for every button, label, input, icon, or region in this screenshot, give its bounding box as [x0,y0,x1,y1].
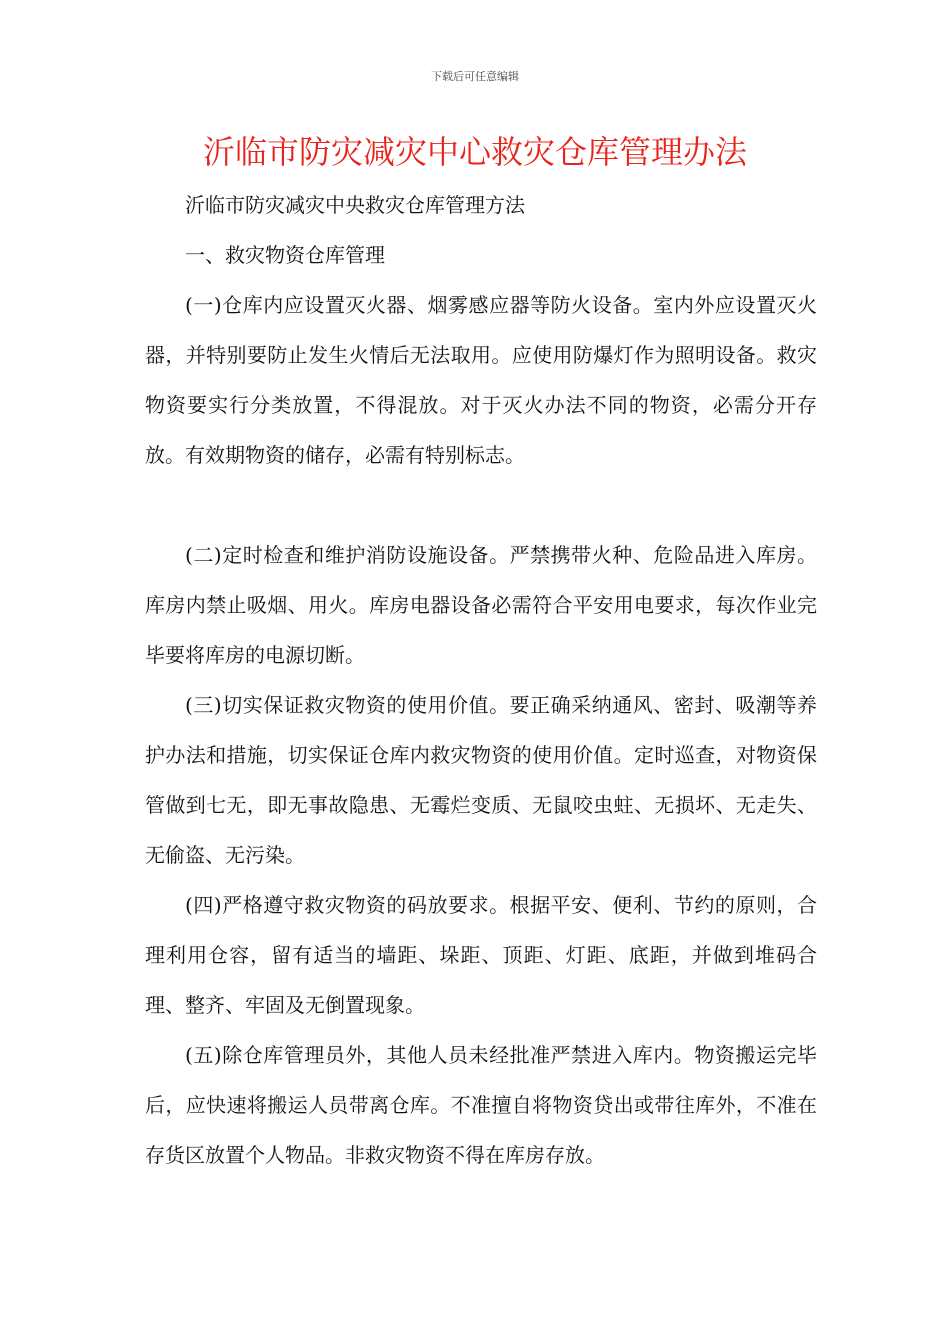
subtitle-paragraph: 沂临市防灾减灾中央救灾仓库管理方法 [185,193,525,217]
body-paragraph-4: (四)严格遵守救灾物资的码放要求。根据平安、便利、节约的原则，合理利用仓容，留有适当的墙距、垛距、顶距、灯距、底距，并做到堆码合理、整齐、牢固及无倒置现象。 [145,893,817,1017]
body-paragraph-5: (五)除仓库管理员外，其他人员未经批准严禁进入库内。物资搬运完毕后，应快速将搬运人员带离仓库。不准擅自将物资贷出或带往库外，不准在存货区放置个人物品。非救灾物资不得在库房存放。 [145,1043,817,1167]
body-paragraph-2: (二)定时检查和维护消防设施设备。严禁携带火种、危险品进入库房。库房内禁止吸烟、用火。库房电器设备必需符合平安用电要求，每次作业完毕要将库房的电源切断。 [145,543,817,667]
document-body [145,180,817,1180]
section-heading: 一、救灾物资仓库管理 [185,243,385,267]
body-paragraph-1: (一)仓库内应设置灭火器、烟雾感应器等防火设备。室内外应设置灭火器，并特别要防止发生火情后无法取用。应使用防爆灯作为照明设备。救灾物资要实行分类放置，不得混放。对于灭火办法不同的物资，必需分开存放。有效期物资的储存，必需有特别标志。 [145,293,817,467]
body-paragraph-3: (三)切实保证救灾物资的使用价值。要正确采纳通风、密封、吸潮等养护办法和措施，切实保证仓库内救灾物资的使用价值。定时巡查，对物资保管做到七无，即无事故隐患、无霉烂变质、无鼠咬虫蛀、无损坏、无走失、无偷盗、无污染。 [145,693,817,867]
document-title: 沂临市防灾减灾中心救灾仓库管理办法 [202,133,747,171]
header-note: 下载后可任意编辑 [431,70,519,83]
